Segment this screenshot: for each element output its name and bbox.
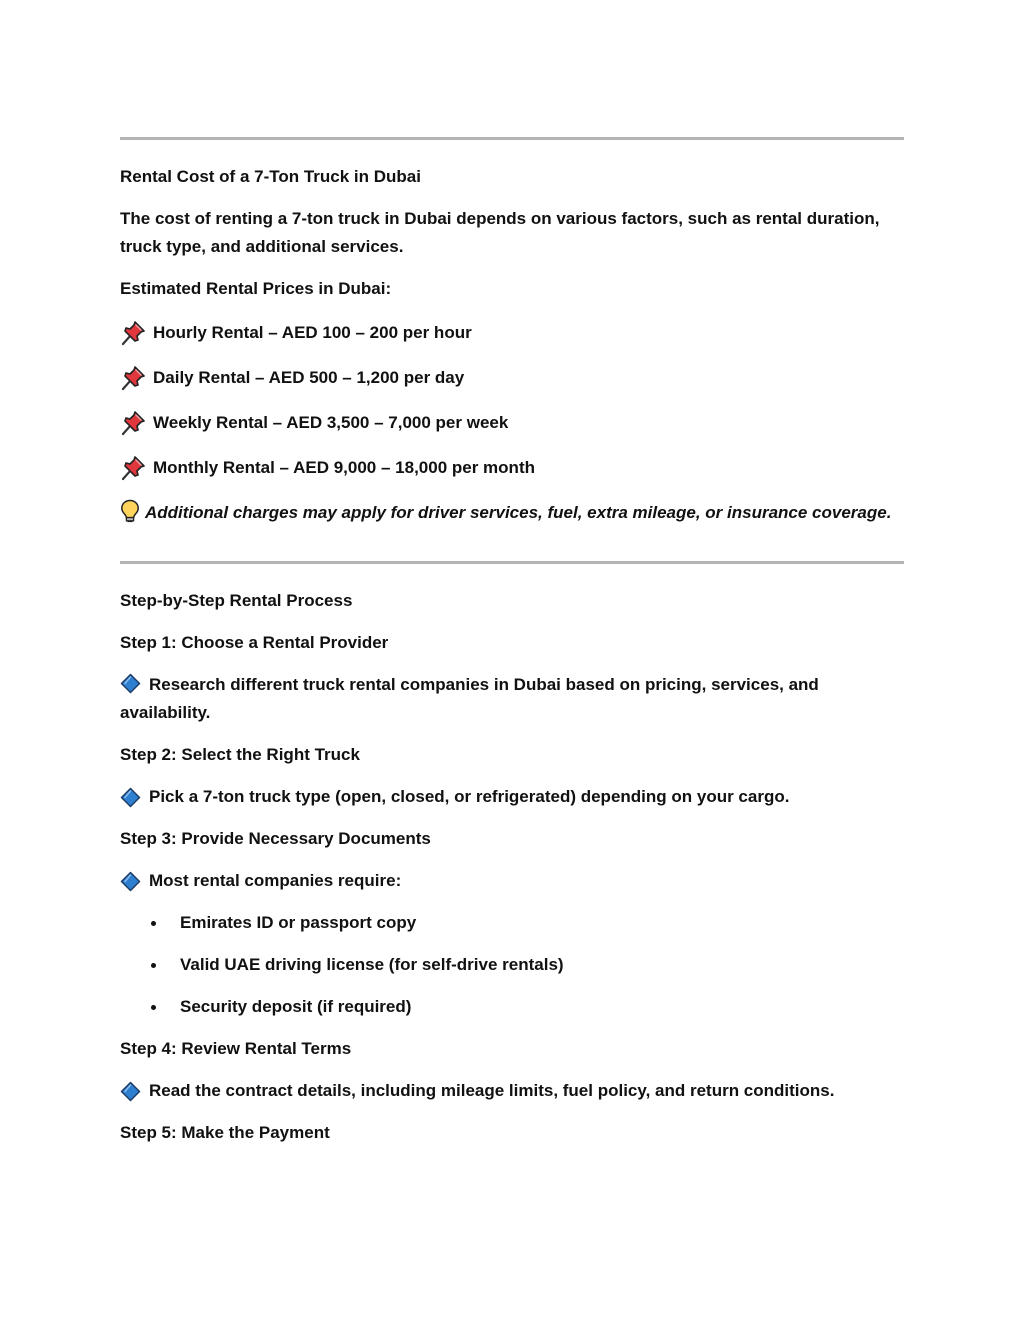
list-item-text: Emirates ID or passport copy <box>180 913 417 932</box>
price-item-hourly <box>120 319 904 347</box>
step-3-detail-text: Most rental companies require: <box>149 871 402 890</box>
divider-middle <box>120 561 904 564</box>
price-text: Monthly Rental – AED 9,000 – 18,000 per month <box>153 458 535 477</box>
section-heading-rental-process: Step-by-Step Rental Process <box>120 591 353 610</box>
blue-diamond-icon <box>120 787 141 808</box>
blue-diamond-icon <box>120 673 141 694</box>
bullet-dot <box>151 921 156 926</box>
lightbulb-icon <box>120 499 140 523</box>
pushpin-icon <box>120 410 146 436</box>
blue-diamond-icon <box>120 1081 141 1102</box>
pushpin-icon <box>120 455 146 481</box>
list-item-text: Security deposit (if required) <box>180 997 412 1016</box>
price-item-weekly <box>120 409 904 437</box>
price-text: Daily Rental – AED 500 – 1,200 per day <box>153 368 465 387</box>
step-3-title: Step 3: Provide Necessary Documents <box>120 829 431 848</box>
blue-diamond-icon <box>120 871 141 892</box>
bullet-dot <box>151 1005 156 1010</box>
list-item <box>120 993 904 1021</box>
additional-charges-note <box>120 499 904 527</box>
required-documents-list <box>120 909 904 1021</box>
step-3-detail <box>120 867 904 895</box>
pushpin-icon <box>120 365 146 391</box>
step-4-detail-text: Read the contract details, including mileage limits, fuel policy, and return conditions. <box>149 1081 835 1100</box>
step-1-detail-text: Research different truck rental companies in Dubai based on pricing, services, and availability. <box>120 675 819 722</box>
section-heading-rental-cost: Rental Cost of a 7-Ton Truck in Dubai <box>120 167 421 186</box>
step-2-detail <box>120 783 904 811</box>
pushpin-icon <box>120 320 146 346</box>
price-item-daily <box>120 364 904 392</box>
list-item <box>120 951 904 979</box>
step-2-detail-text: Pick a 7-ton truck type (open, closed, or refrigerated) depending on your cargo. <box>149 787 790 806</box>
list-item <box>120 909 904 937</box>
bullet-dot <box>151 963 156 968</box>
price-text: Hourly Rental – AED 100 – 200 per hour <box>153 323 472 342</box>
price-item-monthly <box>120 454 904 482</box>
step-4-title: Step 4: Review Rental Terms <box>120 1039 352 1058</box>
note-text: Additional charges may apply for driver services, fuel, extra mileage, or insurance coverage. <box>145 503 892 522</box>
step-2-title: Step 2: Select the Right Truck <box>120 745 360 764</box>
prices-label: Estimated Rental Prices in Dubai: <box>120 279 392 298</box>
step-1-title: Step 1: Choose a Rental Provider <box>120 633 389 652</box>
price-text: Weekly Rental – AED 3,500 – 7,000 per week <box>153 413 509 432</box>
step-5-title: Step 5: Make the Payment <box>120 1123 330 1142</box>
document-page <box>120 137 904 1161</box>
step-4-detail <box>120 1077 904 1105</box>
intro-paragraph: The cost of renting a 7-ton truck in Dubai depends on various factors, such as rental duration, truck type, and additional services. <box>120 209 880 256</box>
divider-top <box>120 137 904 140</box>
step-1-detail <box>120 671 904 727</box>
list-item-text: Valid UAE driving license (for self-drive rentals) <box>180 955 564 974</box>
